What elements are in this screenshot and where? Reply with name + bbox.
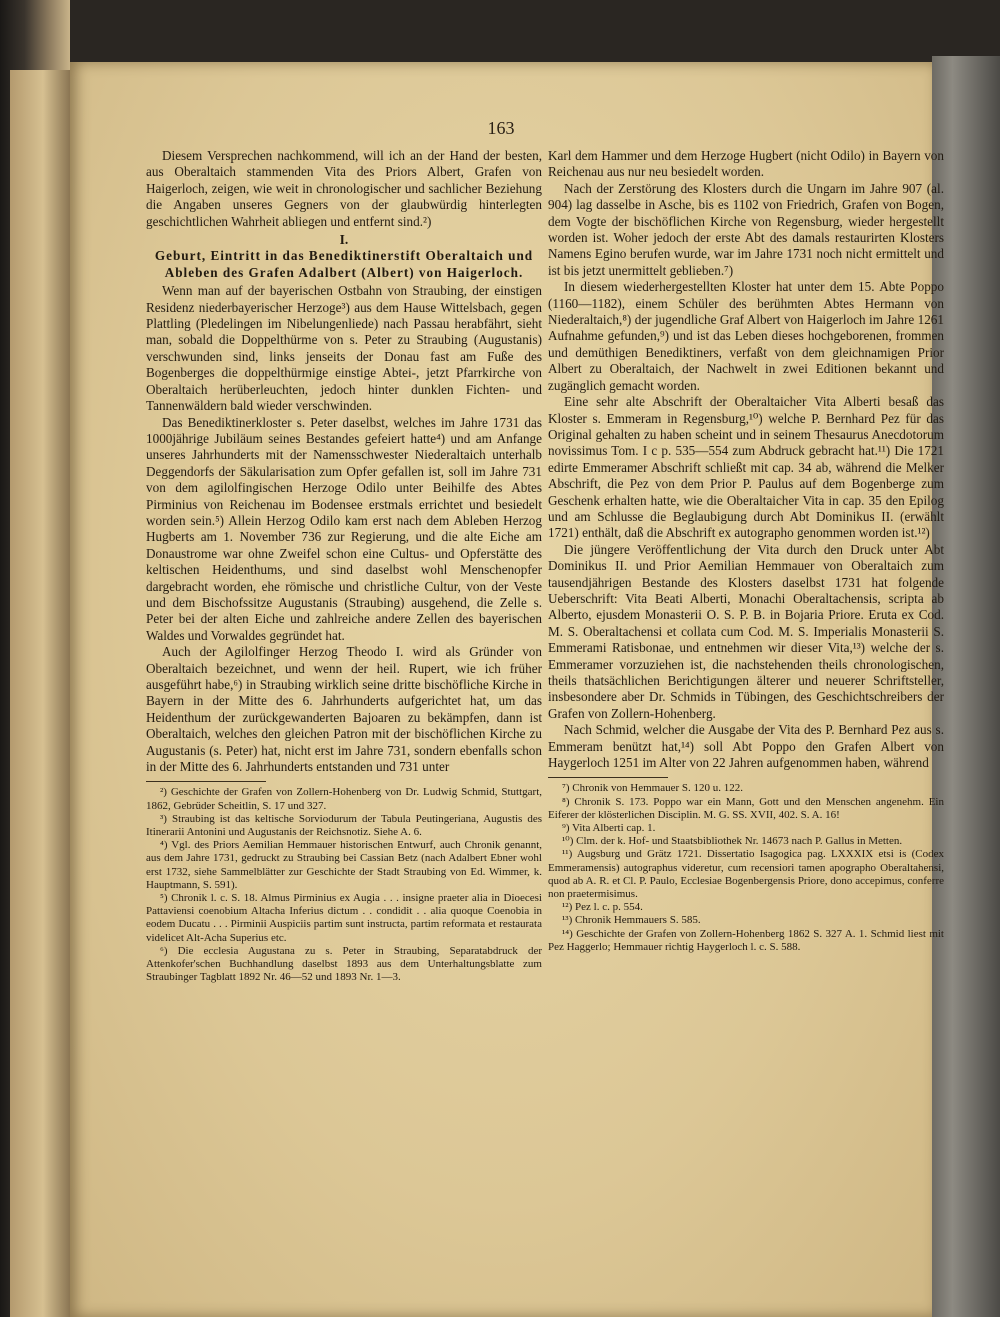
facing-page-edge xyxy=(10,70,70,1317)
body-paragraph: Nach Schmid, welcher die Ausgabe der Vita des P. Bernhard Pez aus s. Emmeram benützt hat,¹⁴) soll Abt Poppo den Grafen Albert von Haygerloch 1251 im Alter von 22 Jahren aufgenommen haben, während xyxy=(548,722,944,771)
footnote: ⁶) Die ecclesia Augustana zu s. Peter in Straubing, Separatabdruck der Attenkofer'schen Buchhandlung daselbst 1893 aus dem Unterhaltungsblatte zum Straubinger Tagblatt 1892 Nr. 46—52 und 1893 Nr. 1—3. xyxy=(146,944,542,984)
footnote: ¹²) Pez l. c. p. 554. xyxy=(562,901,643,914)
footnote-divider xyxy=(146,781,266,782)
body-paragraph: Karl dem Hammer und dem Herzoge Hugbert (nicht Odilo) in Bayern von Reichenau aus nur neu besiedelt worden. xyxy=(548,148,944,180)
body-paragraph: Wenn man auf der bayerischen Ostbahn von Straubing, der einstigen Residenz niederbayerischer Herzoge³) aus dem Hause Wittelsbach, gegen Plattling (Pledelingen im Nibelungenliede) nach Passau herabfährt, sieht man, sobald die Doppelthürme von s. Peter zu Straubing (Augustanis) verschwunden sind, links jenseits der Donau fast am Fuße des Bogenberges die doppelthürmige einstige Abtei-, jetzt Pfarrkirche von Oberaltaich herüberleuchten, jedoch hinter dunklen Fichten- und Tannenwäldern bald wieder verschwinden. xyxy=(146,283,542,414)
footnote: ²) Geschichte der Grafen von Zollern-Hohenberg von Dr. Ludwig Schmid, Stuttgart, 1862, Gebrüder Scheitlin, S. 17 und 327. xyxy=(146,786,542,812)
footnote: ¹⁰) Clm. der k. Hof- und Staatsbibliothek Nr. 14673 nach P. Gallus in Metten. xyxy=(562,835,903,848)
right-column xyxy=(548,148,944,954)
body-paragraph: Die jüngere Veröffentlichung der Vita durch den Druck unter Abt Dominikus II. und Prior Aemilian Hemmauer von Oberaltaich zum tausendjährigen Bestande des Klosters daselbst 1731 hat folgende Ueberschrift: Vita Beati Alberti, Monachi Oberaltachensis, scripta ab Alberto, ejusdem Monasterii O. S. P. B. in Bojaria Priore. Eruta ex Cod. M. S. Oberaltachensi et collata cum Cod. M. S. Imperialis Monasterii S. Emmerami Ratisbonae, und entnehmen wir dieser Vita,¹³) welche der s. Emmeramer vorzuziehen ist, die nachstehenden theils chronologischen, theils thatsächlichen Berichtigungen älterer und neuerer Schriftsteller, insbesondere aber Dr. Schmids in Tübingen, des Geschichtschreibers der Grafen von Zollern-Hohenberg. xyxy=(548,541,944,721)
footnote: ¹³) Chronik Hemmauers S. 585. xyxy=(562,914,701,927)
footnote: ¹⁴) Geschichte der Grafen von Zollern-Hohenberg 1862 S. 327 A. 1. Schmid liest mit Pez Haggerlo; Hemmauer richtig Haygerloch l. c. S. 588. xyxy=(548,927,944,953)
footnote: ⁷) Chronik von Hemmauer S. 120 u. 122. xyxy=(562,782,744,795)
footnote: ¹¹) Augsburg und Grätz 1721. Dissertatio Isagogica pag. LXXXIX etsi is (Codex Emmeramensis) autographus videretur, cum recensiori tamen apographo Oberaltahensi, quod ab A. R. et Cl. P. Paulo, Ecclesiae Bogenbergensis Priore, dono accepimus, conferre non praetermisimus. xyxy=(548,848,944,901)
page-number: 163 xyxy=(487,118,515,138)
footnote-divider xyxy=(548,777,668,778)
intro-paragraph: Diesem Versprechen nachkommend, will ich an der Hand der besten, aus Oberaltaich stammenden Vita des Priors Albert, Grafen von Haigerloch, zeigen, wie weit in chronologischer und sachlicher Beziehung die Angaben unseres Gegners von der glaubwürdig hinterlegten geschichtlichen Wahrheit abliegen und entfernt sind.²) xyxy=(146,148,542,229)
footnotes xyxy=(548,782,944,954)
body-paragraph: Nach der Zerstörung des Klosters durch die Ungarn im Jahre 907 (al. 904) lag dasselbe in Asche, bis es 1102 von Friedrich, Grafen von Bogen, dem Vogte der bischöflichen Kirche von Regensburg, wieder hergestellt worden ist. Woher jedoch der erste Abt des damals restaurirten Klosters Namens Egino berufen wurde, war im Jahre 1731 noch nicht ermittelt und ist bis jetzt unermittelt geblieben.⁷) xyxy=(548,180,944,278)
footnote: ³) Straubing ist das keltische Sorviodurum der Tabula Peutingeriana, Augustis des Itinerarii Antonini und Augustanis der Reichsnotiz. Siehe A. 6. xyxy=(146,812,542,839)
body-paragraph: In diesem wiederhergestellten Kloster hat unter dem 15. Abte Poppo (1160—1182), einem Schüler des berühmten Abtes Hermann von Niederaltaich,⁸) der jugendliche Graf Albert von Haigerloch im Jahre 1261 Aufnahme gefunden,⁹) und ist das Leben dieses hochgeborenen, frommen und demüthigen Benediktiners, verfaßt von dem gleichnamigen Prior Albert zu Oberaltaich, der Nachwelt in zwei Editionen bekannt und zugänglich gemacht worden. xyxy=(548,279,944,393)
section-number: I. xyxy=(339,232,349,248)
body-paragraph: Eine sehr alte Abschrift der Oberaltaicher Vita Alberti besaß das Kloster s. Emmeram in Regensburg,¹⁰) welche P. Bernhard Pez für das Original gehalten zu haben scheint und in seinem Thesaurus Anecdotorum novissimus Tom. I c p. 535—554 zum Abdruck gebracht hat.¹¹) Die 1721 edirte Emmeramer Abschrift schließt mit cap. 34 ab, während die Melker Abschrift, die Pez von dem Prior P. Paulus auf dem Bogenberge zum Geschenk erhalten hatte, wie die Oberaltaicher Vita in cap. 35 den Epilog und am Schlusse die Beglaubigung durch Abt Dominikus II. (erwählt 1721) enthält, daß die Abschrift ex autographo genommen worden ist.¹²) xyxy=(548,394,944,541)
left-column xyxy=(146,148,542,984)
book-page xyxy=(70,62,944,1317)
section-title: Geburt, Eintritt in das Benediktinerstift Oberaltaich und Ableben des Grafen Adalbert (Albert) von Haigerloch. xyxy=(154,248,534,280)
footnote: ⁵) Chronik l. c. S. 18. Almus Pirminius ex Augia . . . insigne praeter alia in Dioecesi Pattaviensi coenobium Altacha Inferius dictum . . condidit . . alia quoque Coenobia in eodem Ducatu . . . Pirminii Auspiciis partim sunt instructa, partim reformata et restaurata videlicet Alt-Acha Superius etc. xyxy=(146,892,542,944)
body-paragraph: Auch der Agilolfinger Herzog Theodo I. wird als Gründer von Oberaltaich bezeichnet, und wenn der heil. Rupert, wie ich früher ausgeführt habe,⁶) in Straubing wirklich seine dritte bischöfliche Kirche in Bayern in der Mitte des 6. Jahrhunderts aufgerichtet hat, um das Heidenthum der zurückgewanderten Bajoaren zu bekämpfen, dann ist Oberaltaich, welches den gleichen Patron mit der bischöflichen Kirche zu Augustanis (s. Peter) hat, nicht erst im Jahre 731, sondern ebenfalls schon in der Mitte des 6. Jahrhunderts entstanden und 731 unter xyxy=(146,644,542,775)
body-paragraph: Das Benediktinerkloster s. Peter daselbst, welches im Jahre 1731 das 1000jährige Jubiläum seines Bestandes gefeiert hatte⁴) und am Anfange unseres Jahrhunderts mit der Namensschwester Niederaltaich unterhalb Deggendorfs der Säkularisation zum Opfer gefallen ist, soll im Jahre 731 von dem agilolfingischen Herzoge Odilo unter Beihilfe des Abtes Pirminius von Reichenau im Bodensee erstmals errichtet und besiedelt worden sein.⁵) Allein Herzog Odilo kam erst nach dem Ableben Herzog Hugberts am 1. November 736 zur Regierung, und die alte Eiche am Donaustrome war ohne Zweifel schon eine Cultus- und Opferstätte des keltischen Heidenthums, und sind daselbst wohl Menschenopfer dargebracht worden, ehe römische und christliche Cultur, von der Veste und dem Bischofssitze Augustanis (Straubing) ausgehend, die Zelle s. Peter bei der alten Eiche und zahlreiche andere Zellen des bayerischen Waldes und Vorwaldes gegründet hat. xyxy=(146,414,542,643)
footnote: ⁹) Vita Alberti cap. 1. xyxy=(562,822,656,835)
footnote: ⁸) Chronik S. 173. Poppo war ein Mann, Gott und den Menschen angenehm. Ein Eiferer der klösterlichen Disciplin. M. G. SS. XVII, 402. S. A. 16! xyxy=(548,795,944,821)
footnotes xyxy=(146,786,542,984)
footnote: ⁴) Vgl. des Priors Aemilian Hemmauer historischen Entwurf, auch Chronik genannt, aus dem Jahre 1731, gedruckt zu Straubing bei Cassian Betz (nach Adalbert Ebner wohl erst 1732, siehe Sammelblätter zur Geschichte der Stadt Straubing von Ed. Wimmer, k. Hauptmann, S. 591). xyxy=(146,839,542,891)
